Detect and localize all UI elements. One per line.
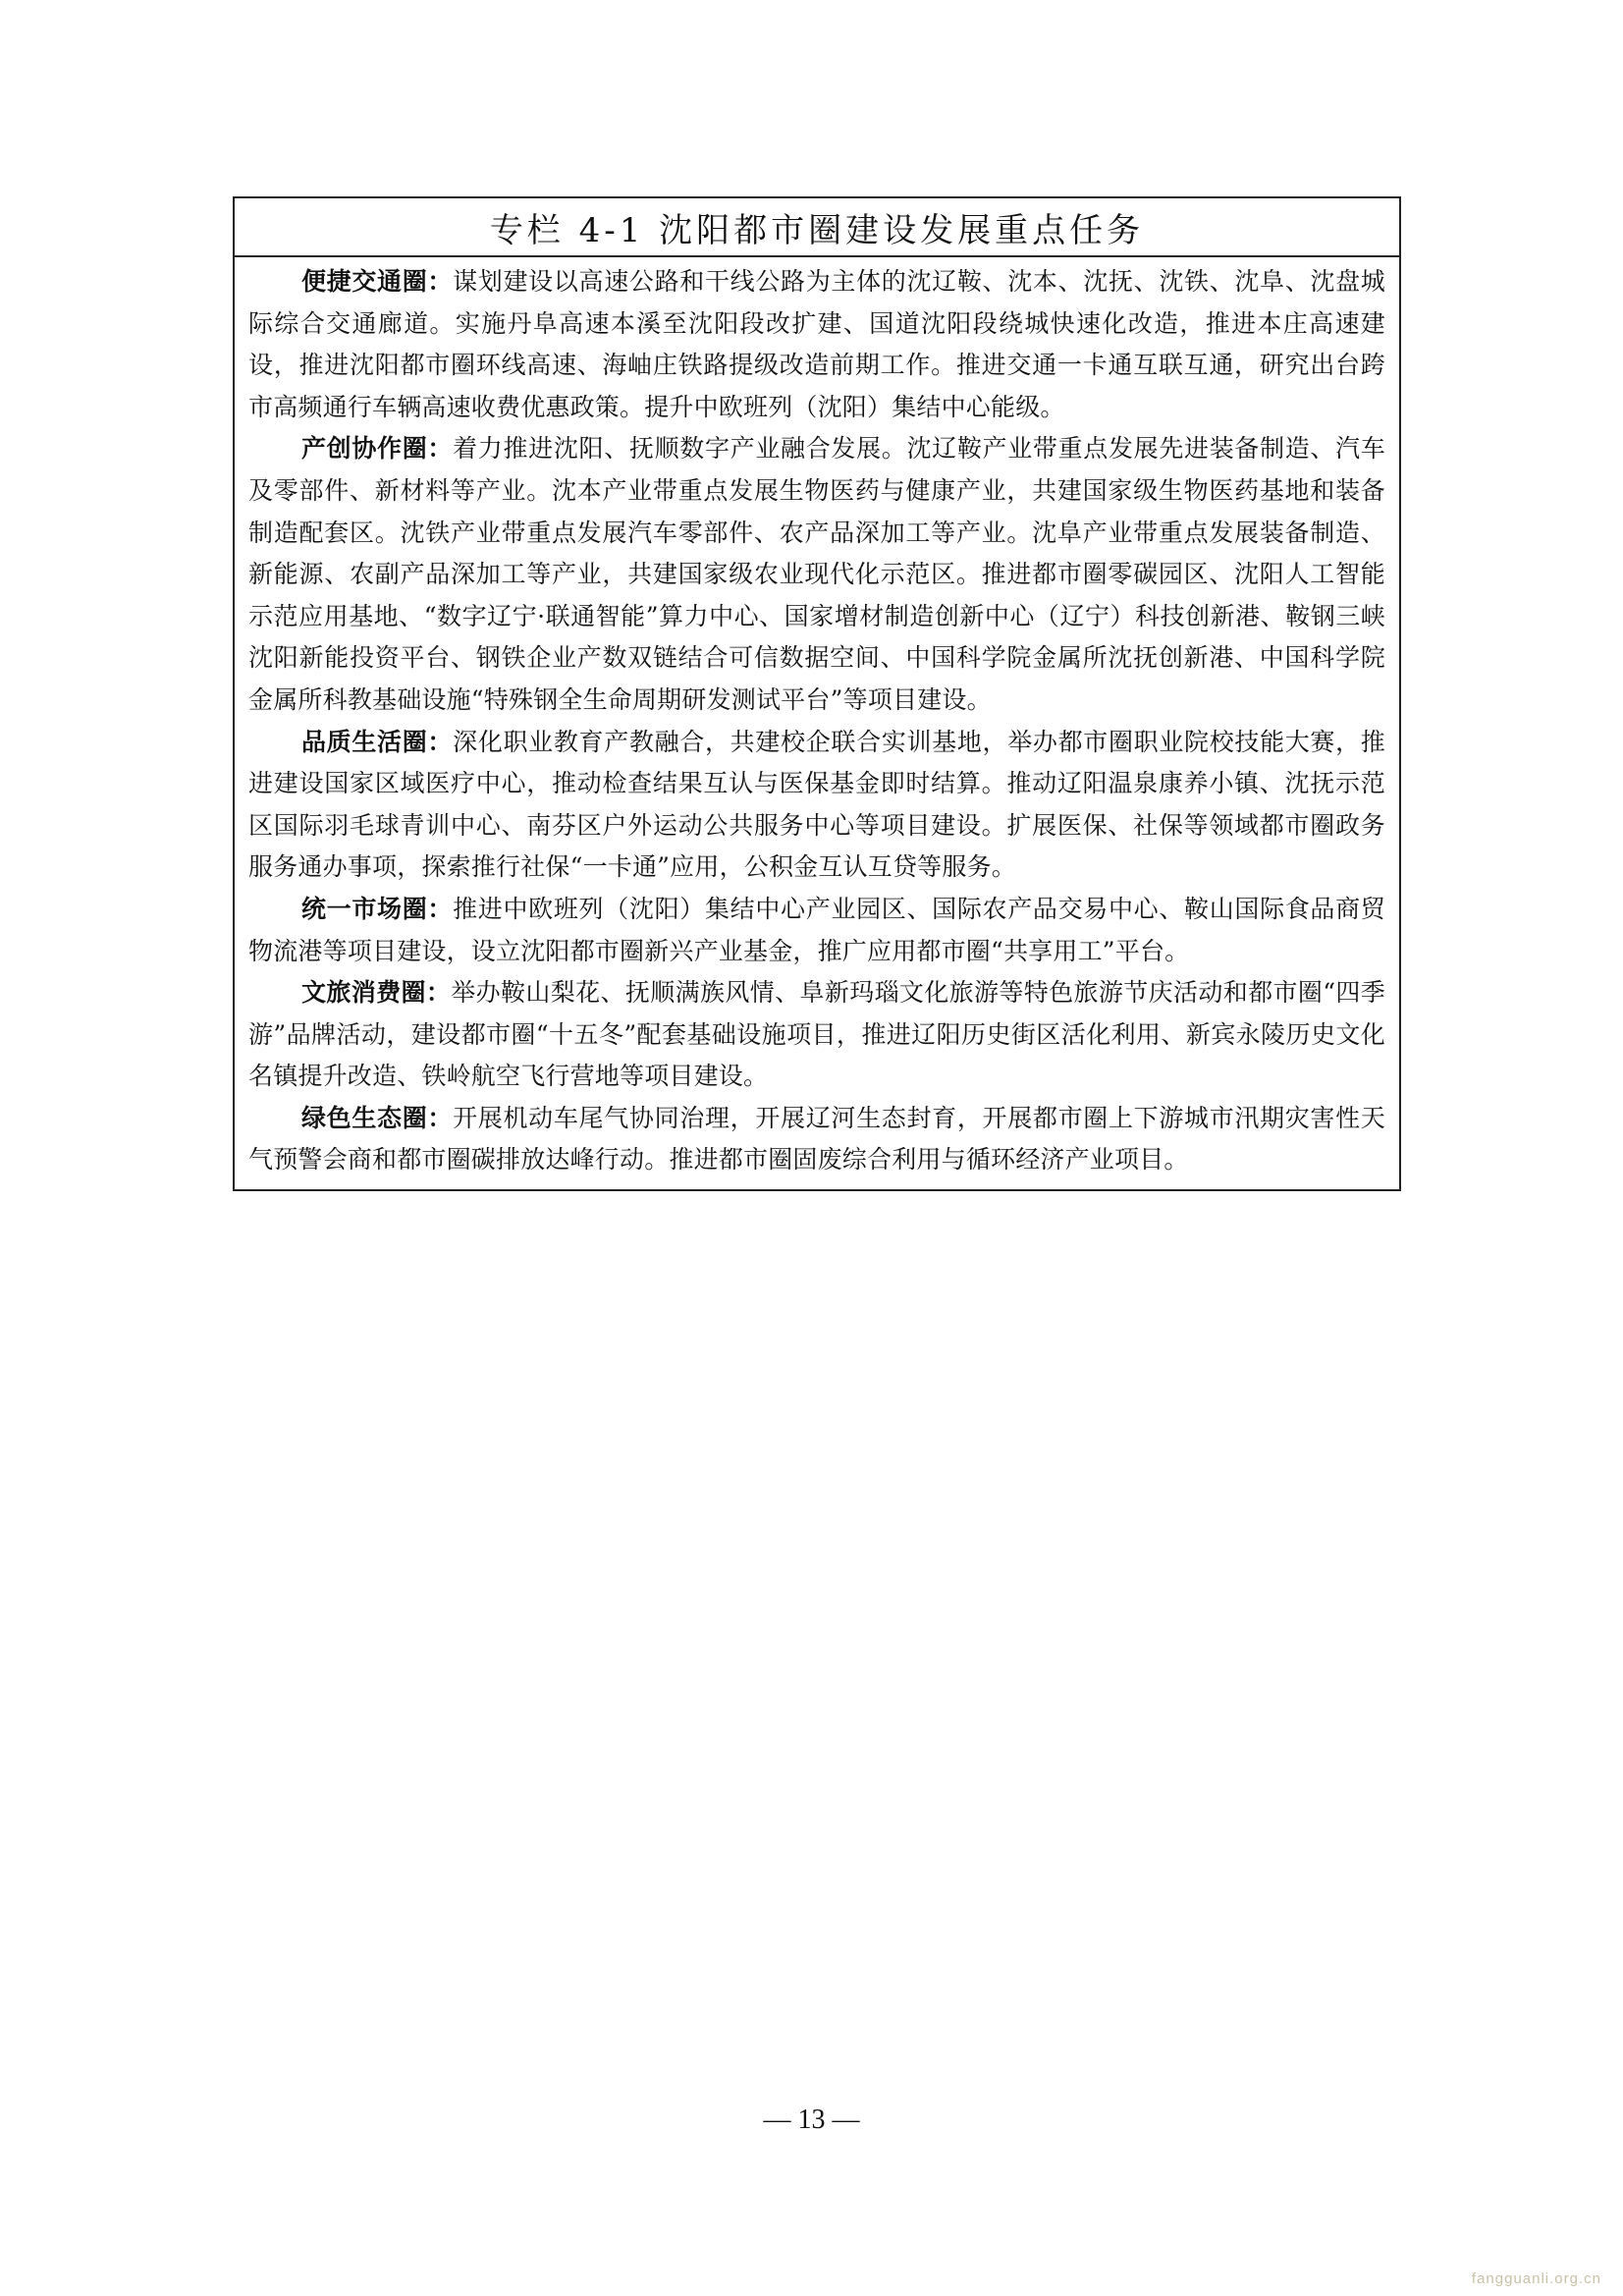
section-label: 品质生活圈： xyxy=(301,727,454,756)
section-living xyxy=(248,722,1385,889)
section-text: 深化职业教育产教融合，共建校企联合实训基地，举办都市圈职业院校技能大赛，推进建设国家区域医疗中心，推动检查结果互认与医保基金即时结算。推动辽阳温泉康养小镇、沈抚示范区国际羽毛球青训中心、南芬区户外运动公共服务中心等项目建设。扩展医保、社保等领域都市圈政务服务通办事项，探索推行社保“一卡通”应用，公积金互认互贷等服务。 xyxy=(248,727,1386,882)
section-transport xyxy=(248,261,1385,428)
section-industry xyxy=(248,428,1385,721)
section-market xyxy=(248,889,1385,972)
section-ecology xyxy=(248,1098,1385,1181)
section-text: 举办鞍山梨花、抚顺满族风情、阜新玛瑙文化旅游等特色旅游节庆活动和都市圈“四季游”品牌活动，建设都市圈“十五冬”配套基础设施项目，推进辽阳历史街区活化利用、新宾永陵历史文化名镇提升改造、铁岭航空飞行营地等项目建设。 xyxy=(248,978,1385,1091)
page-number: — 13 — xyxy=(763,2105,860,2135)
section-label: 便捷交通圈： xyxy=(301,267,454,296)
section-label: 绿色生态圈： xyxy=(301,1103,454,1132)
box-body xyxy=(235,257,1399,1189)
section-text: 开展机动车尾气协同治理，开展辽河生态封育，开展都市圈上下游城市汛期灾害性天气预警会商和都市圈碳排放达峰行动。推进都市圈固废综合利用与循环经济产业项目。 xyxy=(248,1103,1386,1175)
feature-box xyxy=(233,196,1401,1191)
box-title: 专栏 4-1 沈阳都市圈建设发展重点任务 xyxy=(235,198,1399,257)
section-label: 统一市场圈： xyxy=(301,894,454,923)
section-label: 产创协作圈： xyxy=(301,434,454,464)
section-label: 文旅消费圈： xyxy=(301,978,452,1008)
section-text: 谋划建设以高速公路和干线公路为主体的沈辽鞍、沈本、沈抚、沈铁、沈阜、沈盘城际综合交通廊道。实施丹阜高速本溪至沈阳段改扩建、国道沈阳段绕城快速化改造，推进本庄高速建设，推进沈阳都市圈环线高速、海岫庄铁路提级改造前期工作。推进交通一卡通互联互通，研究出台跨市高频通行车辆高速收费优惠政策。提升中欧班列（沈阳）集结中心能级。 xyxy=(248,267,1386,421)
section-text: 着力推进沈阳、抚顺数字产业融合发展。沈辽鞍产业带重点发展先进装备制造、汽车及零部件、新材料等产业。沈本产业带重点发展生物医药与健康产业，共建国家级生物医药基地和装备制造配套区。沈铁产业带重点发展汽车零部件、农产品深加工等产业。沈阜产业带重点发展装备制造、新能源、农副产品深加工等产业，共建国家级农业现代化示范区。推进都市圈零碳园区、沈阳人工智能示范应用基地、“数字辽宁·联通智能”算力中心、国家增材制造创新中心（辽宁）科技创新港、鞍钢三峡沈阳新能投资平台、钢铁企业产数双链结合可信数据空间、中国科学院金属所沈抚创新港、中国科学院金属所科教基础设施“特殊钢全生命周期研发测试平台”等项目建设。 xyxy=(248,434,1386,714)
section-tourism xyxy=(248,972,1385,1098)
watermark-text: fangguanli.org.cn xyxy=(1471,2270,1601,2287)
section-text: 推进中欧班列（沈阳）集结中心产业园区、国际农产品交易中心、鞍山国际食品商贸物流港等项目建设，设立沈阳都市圈新兴产业基金，推广应用都市圈“共享用工”平台。 xyxy=(248,894,1386,965)
